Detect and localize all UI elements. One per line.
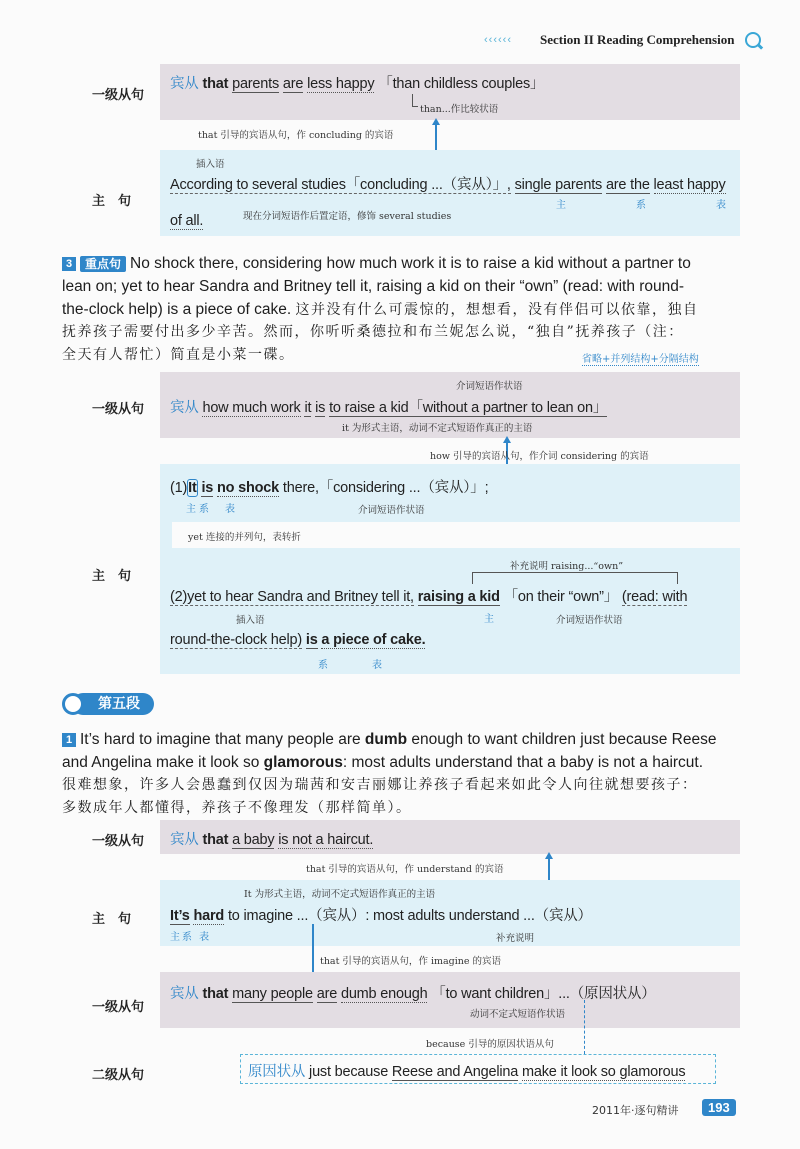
- subject: many people: [232, 986, 313, 1002]
- predicative: no shock: [216, 480, 280, 496]
- clause-tag: 宾从: [170, 400, 199, 416]
- label-main-clause-3: 主 句: [92, 911, 132, 926]
- label-second-clause: 二级从句: [92, 1067, 145, 1082]
- clause-tag: 宾从: [170, 986, 199, 1002]
- subject-verb: It’s: [170, 908, 190, 924]
- verb: are the: [605, 177, 650, 193]
- role-subject: 主: [484, 614, 500, 625]
- predicative: a piece of cake.: [321, 632, 426, 648]
- predicative-end: of all.: [170, 213, 204, 229]
- note-because: because 引导的原因状语从句: [426, 1039, 554, 1050]
- p2c: : most adults understand that a baby is not a haircut.: [342, 754, 704, 771]
- clause-tag: 宾从: [170, 76, 199, 92]
- vocab-dumb: dumb: [364, 731, 408, 748]
- side-note: 省略+并列结构+分隔结构: [582, 350, 699, 366]
- sentence-number: 3: [62, 257, 76, 271]
- predicative: least happy: [653, 177, 726, 193]
- adverbial: there,「considering ...（宾从）」;: [282, 480, 489, 496]
- note-it: it 为形式主语，动词不定式短语作真正的主语: [342, 423, 533, 434]
- predicative: hard: [193, 908, 225, 924]
- p1c: enough to want children just because Reese: [407, 731, 717, 748]
- header-title: Section II Reading Comprehension: [540, 32, 735, 47]
- adverbial: 「on their “own”」: [503, 589, 619, 605]
- roles: 主 系 表: [556, 200, 756, 211]
- conjunction: that: [202, 986, 229, 1002]
- verb: is: [305, 632, 318, 648]
- header-arrows: ‹‹‹‹‹‹: [484, 34, 512, 46]
- subject: single parents: [514, 177, 603, 193]
- para3-line3: [62, 298, 698, 322]
- key-sentence-tag: 重点句: [80, 256, 126, 272]
- note-that1: that 引导的宾语从句，作 understand 的宾语: [306, 864, 504, 875]
- note-it-3: It 为形式主语，动词不定式短语作真正的主语: [244, 889, 436, 900]
- clause-tag: 原因状从: [248, 1064, 306, 1080]
- para1-line1: [62, 728, 716, 751]
- note-prep3: 介词短语作状语: [556, 615, 623, 626]
- label-first-clause-2: 一级从句: [92, 401, 145, 416]
- roles4: 系 表: [318, 660, 390, 671]
- footer-text: 2011年·逐句精讲: [592, 1104, 679, 1117]
- conjunction: that: [202, 832, 229, 848]
- note-prep: 介词短语作状语: [456, 381, 523, 392]
- para1-line2: [62, 751, 703, 774]
- note-that2: that 引导的宾语从句，作 imagine 的宾语: [320, 956, 502, 967]
- p2a: and Angelina make it look so: [62, 754, 264, 771]
- note-insert-2: 插入语: [236, 615, 265, 626]
- main2-line3: [170, 632, 425, 648]
- note-inf: 动词不定式短语作状语: [470, 1009, 566, 1020]
- clause-tag: 宾从: [170, 832, 199, 848]
- subject: parents: [232, 76, 280, 92]
- clause-sentence: [170, 72, 544, 93]
- second-clause-sentence: [248, 1060, 685, 1081]
- para3-line3-en: the-clock help) is a piece of cake.: [62, 301, 292, 318]
- clause3-sentence: [170, 828, 373, 849]
- note-insert: 插入语: [196, 159, 225, 170]
- main3-sentence: [170, 904, 592, 925]
- p1a: It’s hard to imagine that many people are: [80, 731, 365, 748]
- label-first-clause-3: 一级从句: [92, 833, 145, 848]
- note-than: than...作比较状语: [420, 104, 499, 115]
- real-subject: to raise a kid「without a partner to lean on」: [329, 400, 608, 416]
- para3-cn2: 抚养孩子需要付出多少辛苦。然而，你听听桑德拉和布兰妮怎么说，“独自”抚养孩子（注：: [62, 324, 684, 340]
- parenthetical-end: round-the-clock help): [170, 632, 303, 648]
- parenthetical: (read: with: [621, 589, 688, 605]
- object: how much work: [202, 400, 301, 416]
- real-subject: to imagine ...（宾从）: most adults understand ...（宾从）: [227, 908, 592, 924]
- adverbial: 「than childless couples」: [378, 76, 545, 92]
- label-main-clause: 主 句: [92, 193, 132, 208]
- note-suppl-3: 补充说明: [496, 933, 535, 944]
- paragraph-3: [62, 252, 752, 275]
- para1-cn1: 很难想象，许多人会愚蠢到仅因为瑞茜和安吉丽娜让养孩子看起来如此令人向往就想要孩子：: [62, 777, 698, 793]
- roles-3: 主系 表: [170, 932, 212, 943]
- predicative: less happy: [307, 76, 375, 92]
- formal-subject: it: [304, 400, 312, 416]
- main-clause-sentence: [170, 173, 726, 194]
- section-icon: [62, 693, 84, 715]
- subject: raising a kid: [417, 589, 500, 605]
- verb: is: [315, 400, 326, 416]
- adverbial: 「to want children」...（原因状从）: [431, 986, 656, 1002]
- label-first-clause: 一级从句: [92, 87, 145, 102]
- subject: a baby: [232, 832, 275, 848]
- label-first-clause-4: 一级从句: [92, 999, 145, 1014]
- verb: is: [201, 480, 214, 496]
- clause2-sentence: [170, 396, 607, 417]
- main2-line1: [170, 476, 488, 497]
- search-icon: [745, 32, 761, 48]
- verb: are: [316, 986, 338, 1002]
- page-number: 193: [702, 1099, 736, 1116]
- verb: are: [282, 76, 304, 92]
- main-clause-line2: [170, 213, 203, 229]
- conjunction: just because: [309, 1064, 389, 1080]
- predicate: make it look so glamorous: [521, 1064, 686, 1080]
- para3-cn1: 这并没有什么可震惊的，想想看，没有伴侣可以依靠，独自: [295, 302, 699, 318]
- para1-cn2: 多数成年人都懂得，养孩子不像理发（那样简单）。: [62, 800, 412, 816]
- note-how: how 引导的宾语从句，作介词 considering 的宾语: [430, 451, 649, 462]
- subject: Reese and Angelina: [391, 1064, 519, 1080]
- note-that: that 引导的宾语从句，作 concluding 的宾语: [198, 130, 394, 141]
- conjunction: that: [202, 76, 229, 92]
- insertion: (2)yet to hear Sandra and Britney tell it,: [170, 589, 414, 605]
- label-main-clause-2: 主 句: [92, 568, 132, 583]
- section-title: 第五段: [72, 693, 154, 715]
- note-prep2: 介词短语作状语: [358, 505, 425, 516]
- note-yet: yet 连接的并列句，表转折: [188, 532, 301, 543]
- para3-line1: No shock there, considering how much work it is to raise a kid without a partner to: [130, 255, 691, 272]
- roles2: 主系 表: [186, 504, 238, 515]
- note-present: 现在分词短语作后置定语，修饰 several studies: [243, 211, 452, 222]
- sentence-number: 1: [62, 733, 76, 747]
- insertion: According to several studies「concluding ...（宾从）」,: [170, 177, 511, 193]
- vocab-glamorous: glamorous: [263, 754, 343, 771]
- para3-line2: lean on; yet to hear Sandra and Britney tell it, raising a kid on their “own” (read: with round-: [62, 278, 685, 295]
- clause4-sentence: [170, 982, 656, 1003]
- bracket: [472, 572, 678, 584]
- subject: It: [188, 480, 197, 496]
- note-suppl: 补充说明 raising...“own”: [510, 561, 624, 572]
- predicate: is not a haircut.: [278, 832, 374, 848]
- main2-line2: [170, 585, 687, 606]
- predicative: dumb enough: [340, 986, 428, 1002]
- para3-cn3: 全天有人帮忙）简直是小菜一碟。: [62, 347, 295, 363]
- marker: (1): [170, 480, 188, 496]
